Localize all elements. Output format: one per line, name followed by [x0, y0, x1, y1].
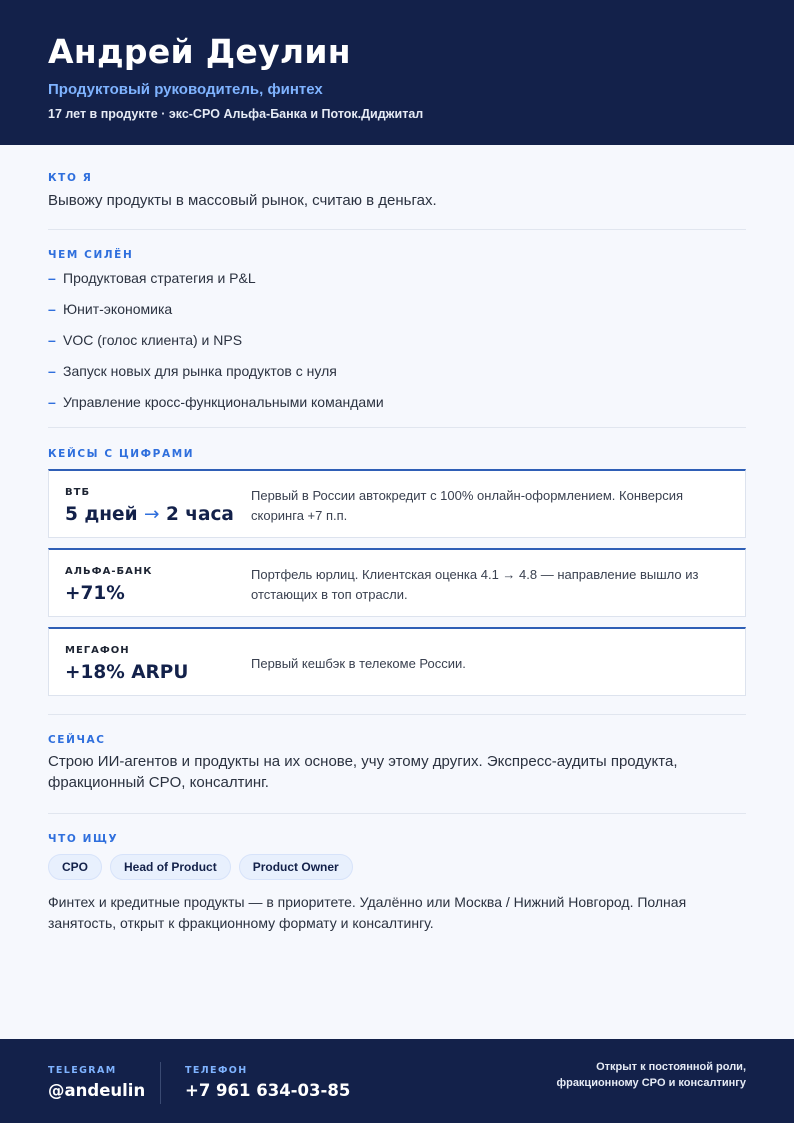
about-text: Вывожу продукты в массовый рынок, считаю в деньгах. [48, 192, 437, 209]
section-label-cases: КЕЙСЫ С ЦИФРАМИ [48, 448, 195, 460]
bullet-dash: – [48, 363, 56, 379]
bullet-dash: – [48, 394, 56, 410]
strength-text: VOC (голос клиента) и NPS [63, 332, 243, 348]
telegram-label: TELEGRAM [48, 1065, 117, 1076]
section-label-about: КТО Я [48, 172, 93, 184]
strength-text: Управление кросс-функциональными командами [63, 394, 384, 410]
candidate-meta: 17 лет в продукте · экс-CPO Альфа-Банка и Поток.Диджитал [48, 107, 424, 121]
metric-before: 5 дней [65, 504, 138, 525]
footer [0, 1039, 794, 1123]
role-tag: Head of Product [110, 854, 231, 880]
strength-text: Запуск новых для рынка продуктов с нуля [63, 363, 337, 379]
header [0, 0, 794, 145]
case-description: Первый кешбэк в телекоме России. [251, 656, 466, 671]
footer-separator [160, 1062, 161, 1104]
phone-label: ТЕЛЕФОН [185, 1065, 248, 1076]
bullet-dash: – [48, 270, 56, 286]
list-item [48, 268, 746, 299]
bullet-dash: – [48, 301, 56, 317]
phone-block [185, 1065, 350, 1100]
list-item [48, 330, 746, 361]
section-label-strengths: ЧЕМ СИЛЁН [48, 249, 134, 261]
role-tag: Product Owner [239, 854, 353, 880]
availability-note: Открыт к постоянной роли, фракционному CPO и консалтингу [556, 1061, 746, 1089]
section-label-seeking: ЧТО ИЩУ [48, 833, 119, 845]
case-description: Портфель юрлиц. Клиентская оценка 4.1 → 4.8 — направление вышло из отстающих в топ отрасли. [251, 567, 699, 602]
section-label-now: СЕЙЧАС [48, 734, 106, 746]
resume-content [48, 145, 746, 934]
case-card-vtb [48, 469, 746, 538]
list-item [48, 361, 746, 392]
role-tags [48, 854, 746, 880]
phone-number-link[interactable]: +7 961 634-03-85 [185, 1081, 351, 1100]
list-item [48, 299, 746, 330]
list-item [48, 392, 746, 423]
metric-after: 2 часа [165, 504, 234, 525]
case-metric: +71% [65, 583, 125, 604]
case-metric: +18% ARPU [65, 662, 189, 683]
telegram-handle-link[interactable]: @andeulin [48, 1081, 146, 1100]
role-tag: CPO [48, 854, 102, 880]
strength-text: Продуктовая стратегия и P&L [63, 270, 256, 286]
case-description: Первый в России автокредит с 100% онлайн-оформлением. Конверсия скоринга +7 п.п. [251, 488, 684, 523]
case-company: АЛЬФА-БАНК [65, 566, 153, 577]
case-card-megafon [48, 627, 746, 696]
candidate-name: Андрей Деулин [48, 32, 351, 71]
strengths-list [48, 268, 746, 423]
telegram-block [48, 1065, 145, 1100]
candidate-role: Продуктовый руководитель, финтех [48, 81, 323, 98]
now-text: Строю ИИ-агентов и продукты на их основе, учу этому других. Экспресс-аудиты продукта, фракционный CPO, консалтинг. [48, 753, 678, 791]
case-card-alfa [48, 548, 746, 617]
bullet-dash: – [48, 332, 56, 348]
case-company: ВТБ [65, 487, 91, 498]
seeking-text: Финтех и кредитные продукты — в приоритете. Удалённо или Москва / Нижний Новгород. Полная занятость, открыт к фракционному формату и консалтингу. [48, 894, 687, 931]
case-company: МЕГАФОН [65, 645, 130, 656]
case-metric [65, 504, 234, 525]
arrow-right-icon: → [144, 504, 160, 525]
strength-text: Юнит-экономика [63, 301, 173, 317]
